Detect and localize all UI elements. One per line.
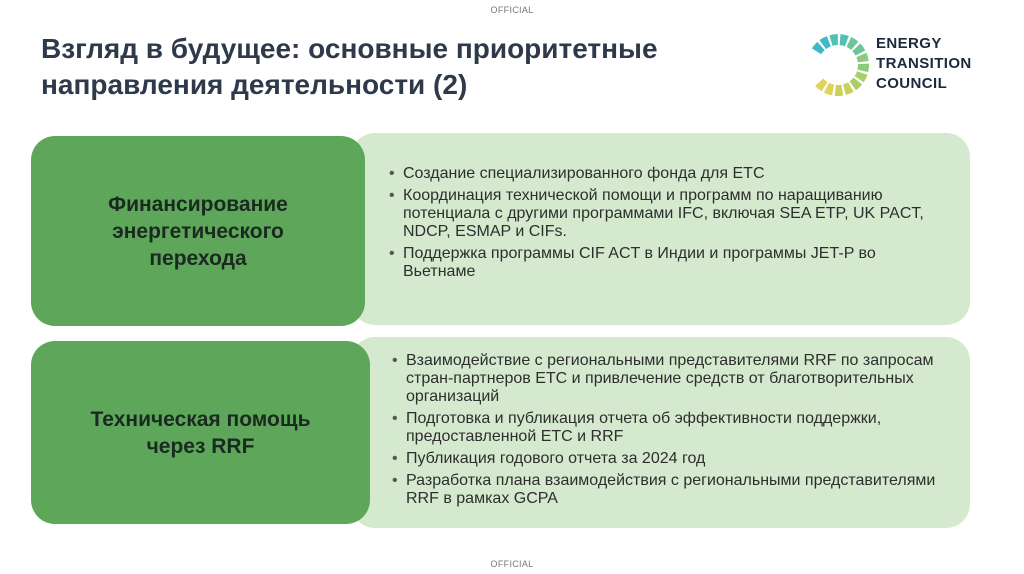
logo-ring-segment	[829, 34, 837, 46]
logo-line-transition: TRANSITION	[876, 55, 972, 72]
logo-line-energy: ENERGY	[876, 35, 942, 52]
bullet-item: • Создание специализированного фонда для ETC	[389, 165, 949, 183]
bullet-item: • Разработка плана взаимодействия с региональными представителями RRF в рамках GCPA	[392, 472, 952, 508]
bullet-item: • Координация технической помощи и программ по наращиванию потенциала с другими программами IFC, включая SEA ETP, UK PACT, NDCP, ESMAP и CIFs.	[389, 187, 949, 241]
financing-category-box	[31, 136, 365, 326]
logo-line-council: COUNCIL	[876, 75, 948, 92]
logo-ring-segment	[815, 79, 827, 92]
logo-ring-segment	[840, 34, 849, 46]
bullet-item: • Подготовка и публикация отчета об эффективности поддержки, предоставленной ETC и RRF	[392, 410, 952, 446]
bullet-item: • Взаимодействие с региональными представителями RRF по запросам стран-партнеров ETC и привлечение средств от благотворительных организаций	[392, 352, 952, 406]
logo-text	[876, 34, 972, 94]
financing-category-label: Финансирование энергетического перехода	[108, 192, 288, 270]
energy-transition-ring-icon	[806, 27, 872, 103]
financing-bullet-list	[389, 165, 949, 285]
bullet-item: • Поддержка программы CIF ACT в Индии и программы JET-P во Вьетнаме	[389, 245, 949, 281]
logo-ring-segment	[835, 85, 843, 96]
logo-ring-segment	[856, 53, 868, 63]
rrf-bullet-list	[392, 352, 952, 512]
bullet-item: • Публикация годового отчета за 2024 год	[392, 450, 952, 468]
slide-title: Взгляд в будущее: основные приоритетные направления деятельности (2)	[41, 33, 658, 100]
rrf-category-box	[31, 341, 370, 524]
rrf-category-label: Техническая помощь через RRF	[90, 407, 311, 458]
classification-label-bottom: OFFICIAL	[490, 559, 534, 569]
logo-ring-segment	[857, 64, 869, 72]
classification-label-top: OFFICIAL	[490, 5, 534, 15]
energy-transition-council-logo	[806, 27, 1006, 103]
